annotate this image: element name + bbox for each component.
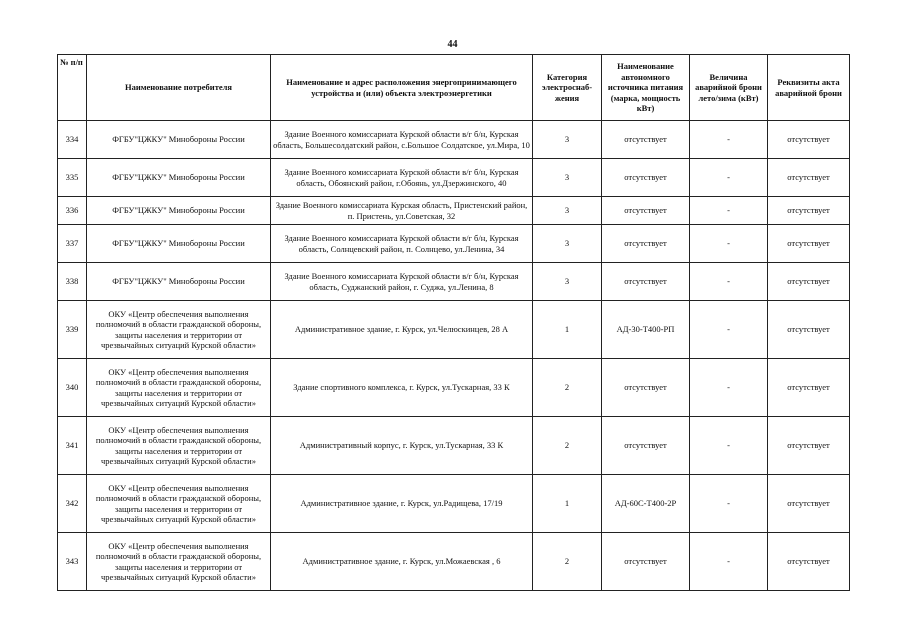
cell-category: 2 bbox=[533, 359, 602, 417]
cell-category: 3 bbox=[533, 225, 602, 263]
header-category: Категория электроснаб-жения bbox=[533, 55, 602, 121]
cell-consumer: ОКУ «Центр обеспечения выполнения полномочий в области гражданской обороны, защиты населения и территории от чрезвычайных ситуаций Курской области» bbox=[87, 533, 271, 591]
cell-category: 3 bbox=[533, 263, 602, 301]
cell-reserve: - bbox=[690, 417, 768, 475]
cell-object: Здание Военного комиссариата Курская область, Пристенский район, п. Пристень, ул.Советская, 32 bbox=[271, 197, 533, 225]
table-header-row bbox=[58, 55, 850, 121]
cell-source: отсутствует bbox=[602, 417, 690, 475]
cell-reserve: - bbox=[690, 301, 768, 359]
cell-reserve: - bbox=[690, 475, 768, 533]
cell-num: 341 bbox=[58, 417, 87, 475]
table-row bbox=[58, 225, 850, 263]
cell-act: отсутствует bbox=[768, 197, 850, 225]
cell-source: отсутствует bbox=[602, 225, 690, 263]
cell-consumer: ОКУ «Центр обеспечения выполнения полномочий в области гражданской обороны, защиты населения и территории от чрезвычайных ситуаций Курской области» bbox=[87, 359, 271, 417]
cell-object: Административный корпус, г. Курск, ул.Тускарная, 33 К bbox=[271, 417, 533, 475]
table-row bbox=[58, 263, 850, 301]
table-row bbox=[58, 475, 850, 533]
cell-source: отсутствует bbox=[602, 263, 690, 301]
cell-object: Здание Военного комиссариата Курской области в/г б/н, Курская область, Большесолдатский район, с.Большое Солдатское, ул.Мира, 10 bbox=[271, 121, 533, 159]
cell-category: 1 bbox=[533, 301, 602, 359]
cell-act: отсутствует bbox=[768, 225, 850, 263]
table-row bbox=[58, 301, 850, 359]
header-source: Наименование автономного источника питания (марка, мощность кВт) bbox=[602, 55, 690, 121]
cell-consumer: ОКУ «Центр обеспечения выполнения полномочий в области гражданской обороны, защиты населения и территории от чрезвычайных ситуаций Курской области» bbox=[87, 301, 271, 359]
cell-num: 338 bbox=[58, 263, 87, 301]
cell-object: Здание спортивного комплекса, г. Курск, ул.Тускарная, 33 К bbox=[271, 359, 533, 417]
cell-category: 2 bbox=[533, 417, 602, 475]
cell-num: 342 bbox=[58, 475, 87, 533]
cell-source: отсутствует bbox=[602, 533, 690, 591]
cell-object: Здание Военного комиссариата Курской области в/г б/н, Курская область, Суджанский район, г. Суджа, ул.Ленина, 8 bbox=[271, 263, 533, 301]
cell-reserve: - bbox=[690, 225, 768, 263]
cell-category: 3 bbox=[533, 197, 602, 225]
cell-reserve: - bbox=[690, 121, 768, 159]
cell-num: 334 bbox=[58, 121, 87, 159]
cell-reserve: - bbox=[690, 263, 768, 301]
cell-act: отсутствует bbox=[768, 475, 850, 533]
cell-consumer: ФГБУ"ЦЖКУ" Минобороны России bbox=[87, 159, 271, 197]
cell-object: Административное здание, г. Курск, ул.Можаевская , 6 bbox=[271, 533, 533, 591]
cell-reserve: - bbox=[690, 197, 768, 225]
cell-source: отсутствует bbox=[602, 159, 690, 197]
cell-num: 336 bbox=[58, 197, 87, 225]
cell-num: 343 bbox=[58, 533, 87, 591]
cell-consumer: ФГБУ"ЦЖКУ" Минобороны России bbox=[87, 121, 271, 159]
cell-num: 337 bbox=[58, 225, 87, 263]
consumers-table bbox=[57, 54, 850, 591]
cell-num: 339 bbox=[58, 301, 87, 359]
cell-reserve: - bbox=[690, 533, 768, 591]
cell-category: 3 bbox=[533, 159, 602, 197]
cell-object: Административное здание, г. Курск, ул.Челюскинцев, 28 А bbox=[271, 301, 533, 359]
table-row bbox=[58, 359, 850, 417]
cell-act: отсутствует bbox=[768, 417, 850, 475]
header-object: Наименование и адрес расположения энергопринимающего устройства и (или) объекта электроэнергетики bbox=[271, 55, 533, 121]
header-reserve: Величина аварийной брони лето/зима (кВт) bbox=[690, 55, 768, 121]
cell-consumer: ОКУ «Центр обеспечения выполнения полномочий в области гражданской обороны, защиты населения и территории от чрезвычайных ситуаций Курской области» bbox=[87, 475, 271, 533]
cell-category: 3 bbox=[533, 121, 602, 159]
cell-object: Административное здание, г. Курск, ул.Радищева, 17/19 bbox=[271, 475, 533, 533]
cell-act: отсутствует bbox=[768, 301, 850, 359]
cell-act: отсутствует bbox=[768, 533, 850, 591]
cell-source: отсутствует bbox=[602, 197, 690, 225]
table-row bbox=[58, 197, 850, 225]
cell-consumer: ФГБУ"ЦЖКУ" Минобороны России bbox=[87, 263, 271, 301]
table-row bbox=[58, 121, 850, 159]
cell-source: отсутствует bbox=[602, 121, 690, 159]
table-row bbox=[58, 533, 850, 591]
cell-act: отсутствует bbox=[768, 263, 850, 301]
cell-reserve: - bbox=[690, 159, 768, 197]
header-consumer: Наименование потребителя bbox=[87, 55, 271, 121]
cell-consumer: ОКУ «Центр обеспечения выполнения полномочий в области гражданской обороны, защиты населения и территории от чрезвычайных ситуаций Курской области» bbox=[87, 417, 271, 475]
table-row bbox=[58, 417, 850, 475]
header-act: Реквизиты акта аварийной брони bbox=[768, 55, 850, 121]
cell-num: 340 bbox=[58, 359, 87, 417]
cell-num: 335 bbox=[58, 159, 87, 197]
cell-act: отсутствует bbox=[768, 159, 850, 197]
cell-act: отсутствует bbox=[768, 121, 850, 159]
cell-consumer: ФГБУ"ЦЖКУ" Минобороны России bbox=[87, 197, 271, 225]
cell-reserve: - bbox=[690, 359, 768, 417]
cell-category: 2 bbox=[533, 533, 602, 591]
table-row bbox=[58, 159, 850, 197]
header-num: № п/п bbox=[58, 55, 87, 121]
cell-object: Здание Военного комиссариата Курской области в/г б/н, Курская область, Солнцевский район, п. Солнцево, ул.Ленина, 34 bbox=[271, 225, 533, 263]
page-number: 44 bbox=[447, 39, 458, 50]
cell-object: Здание Военного комиссариата Курской области в/г б/н, Курская область, Обоянский район, г.Обоянь, ул.Дзержинского, 40 bbox=[271, 159, 533, 197]
cell-act: отсутствует bbox=[768, 359, 850, 417]
cell-source: АД-60С-Т400-2Р bbox=[602, 475, 690, 533]
cell-source: отсутствует bbox=[602, 359, 690, 417]
cell-source: АД-30-Т400-РП bbox=[602, 301, 690, 359]
cell-consumer: ФГБУ"ЦЖКУ" Минобороны России bbox=[87, 225, 271, 263]
cell-category: 1 bbox=[533, 475, 602, 533]
